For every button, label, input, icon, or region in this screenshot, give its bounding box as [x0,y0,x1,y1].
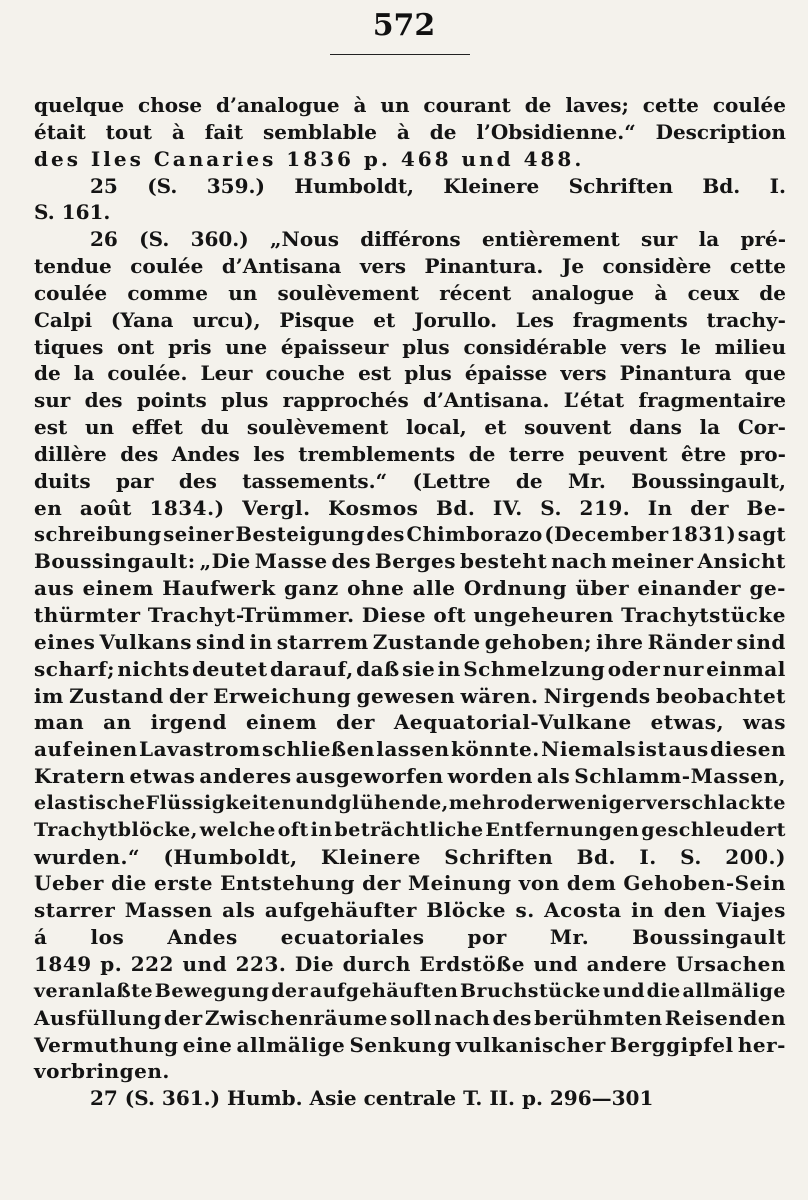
text-line: á los Andes ecuatoriales por Mr. Boussingault [34,925,786,950]
page-number: 572 [372,8,436,43]
text-line: veranlaßte Bewegung der aufgehäuften Bruchstücke und die allmälige [34,979,786,1002]
text-line: Trachytblöcke, welche oft in beträchtliche Entfernungen geschleudert [34,818,786,841]
text-line: starrer Massen als aufgehäufter Blöcke s. Acosta in den Viajes [34,898,786,923]
text-line: S. 161. [34,200,111,225]
text-line: vorbringen. [34,1059,170,1084]
text-line: 26 (S. 360.) „Nous différons entièrement sur la pré- [90,227,786,252]
text-line: de la coulée. Leur couche est plus épaisse vers Pinantura que [34,361,786,386]
text-line: auf einen Lavastrom schließen lassen könnte. Niemals ist aus diesen [34,737,786,762]
text-line: 1849 p. 222 und 223. Die durch Erdstöße und andere Ursachen [34,952,786,976]
text-line: sur des points plus rapprochés d’Antisana. L’état fragmentaire [34,388,786,413]
text-line: thürmter Trachyt-Trümmer. Diese oft ungeheuren Trachytstücke [34,603,786,628]
text-line: duits par des tassements.“ (Lettre de Mr. Boussingault, [34,468,786,493]
text-line: tiques ont pris une épaisseur plus considérable vers le milieu [34,334,786,359]
text-line: man an irgend einem der Aequatorial-Vulkane etwas, was [34,710,786,735]
text-line: Ueber die erste Entstehung der Meinung von dem Gehoben-Sein [34,871,786,896]
text-line: elastische Flüssigkeiten und glühende, mehr oder weniger verschlackte [34,791,786,814]
footnote-text [34,92,786,1112]
text-line: eines Vulkans sind in starrem Zustande gehoben; ihre Ränder sind [34,629,786,654]
text-line: quelque chose d’analogue à un courant de laves; cette coulée [34,93,786,117]
text-line: Calpi (Yana urcu), Pisque et Jorullo. Les fragments trachy- [34,307,786,332]
text-line: 25 (S. 359.) Humboldt, Kleinere Schriften Bd. I. [90,173,786,198]
text-line: scharf; nichts deutet darauf, daß sie in Schmelzung oder nur einmal [34,656,786,681]
text-line: est un effet du soulèvement local, et souvent dans la Cor- [34,415,786,440]
text-line: im Zustand der Erweichung gewesen wären. Nirgends beobachtet [34,683,786,708]
text-line: wurden.“ (Humboldt, Kleinere Schriften Bd. I. S. 200.) [34,844,786,869]
text-line: 27 (S. 361.) Humb. Asie centrale T. II. p. 296—301 [90,1086,654,1111]
text-line: Vermuthung eine allmälige Senkung vulkanischer Berggipfel her- [34,1032,786,1057]
text-line: coulée comme un soulèvement récent analogue à ceux de [34,280,786,305]
text-line: dillère des Andes les tremblements de terre peuvent être pro- [34,441,786,466]
text-line: des Iles Canaries 1836 p. 468 und 488. [34,146,585,171]
text-line: était tout à fait semblable à de l’Obsidienne.“ Description [34,119,786,144]
text-line: Ausfüllung der Zwischenräume soll nach des berühmten Reisenden [34,1005,786,1030]
text-line: tendue coulée d’Antisana vers Pinantura. Je considère cette [34,254,786,279]
text-line: aus einem Haufwerk ganz ohne alle Ordnung über einander ge- [34,576,786,601]
header-rule [330,54,470,55]
text-line: en août 1834.) Vergl. Kosmos Bd. IV. S. 219. In der Be- [34,495,786,520]
text-line: Boussingault: „Die Masse des Berges besteht nach meiner Ansicht [34,549,786,574]
text-line: Kratern etwas anderes ausgeworfen worden als Schlamm-Massen, [34,764,786,789]
text-line: schreibung seiner Besteigung des Chimborazo (December 1831) sagt [34,522,786,546]
